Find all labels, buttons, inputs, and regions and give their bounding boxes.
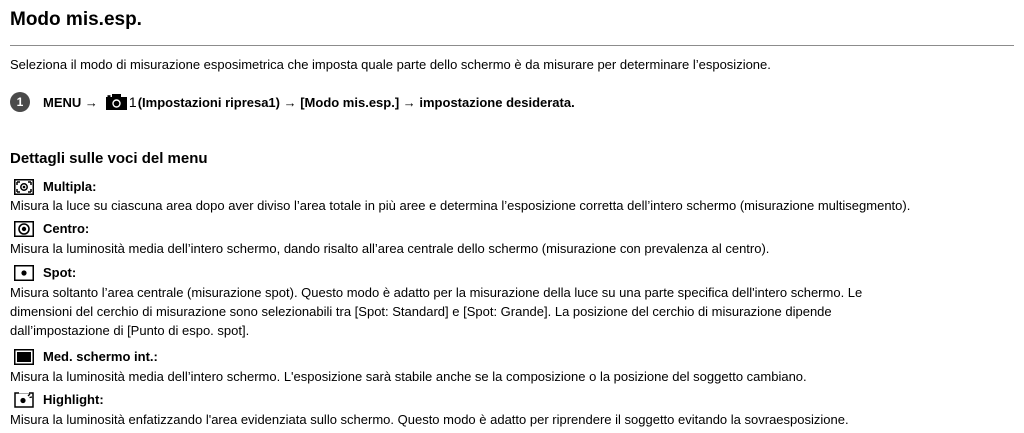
entire-screen-average-icon bbox=[14, 349, 34, 365]
term-description: Misura la luminosità media dell’intero schermo, dando risalto all’area centrale dello schermo (misurazione con prevalenza al centro). bbox=[10, 241, 770, 256]
step-instruction bbox=[10, 92, 575, 112]
term-spot bbox=[14, 264, 76, 281]
spot-metering-icon bbox=[14, 265, 34, 281]
term-description-line: dall’impostazione di [Punto di espo. spot]. bbox=[10, 323, 250, 338]
term-label: Multipla: bbox=[43, 179, 97, 194]
term-description: Misura la luminosità media dell’intero schermo. L'esposizione sarà stabile anche se la composizione o la posizione del soggetto cambiano. bbox=[10, 369, 807, 384]
term-label: Highlight: bbox=[43, 392, 104, 407]
term-description-line: dimensioni del cerchio di misurazione sono selezionabili tra [Spot: Standard] e [Spot: Grande]. La posizione del cerchio di misurazione dipende bbox=[10, 304, 832, 319]
multi-metering-icon bbox=[14, 179, 34, 195]
step-path-text: (Impostazioni ripresa1) → [Modo mis.esp.] → impostazione desiderata. bbox=[137, 94, 575, 110]
details-heading: Dettagli sulle voci del menu bbox=[10, 150, 208, 167]
page-title: Modo mis.esp. bbox=[10, 9, 142, 30]
term-description-line: Misura soltanto l’area centrale (misurazione spot). Questo modo è adatto per la misurazione della luce su una parte specifica dell'intero schermo. Le bbox=[10, 285, 863, 300]
term-label: Spot: bbox=[43, 265, 77, 280]
intro-text: Seleziona il modo di misurazione esposimetrica che imposta quale parte dello schermo è da misurare per determinare l’esposizione. bbox=[10, 57, 771, 72]
term-med-schermo-int bbox=[14, 348, 158, 365]
title-divider bbox=[10, 45, 1014, 46]
highlight-metering-icon bbox=[14, 392, 34, 408]
term-description: Misura la luce su ciascuna area dopo aver diviso l’area totale in più aree e determina l’esposizione corretta dell’intero schermo (misurazione multisegmento). bbox=[10, 198, 911, 213]
term-label: Centro: bbox=[43, 221, 90, 236]
term-multipla bbox=[14, 178, 96, 195]
term-highlight bbox=[14, 391, 104, 408]
step-number-badge: 1 bbox=[10, 92, 30, 112]
camera-tab-number: 1 bbox=[128, 94, 137, 110]
term-label: Med. schermo int.: bbox=[43, 349, 158, 364]
center-metering-icon bbox=[14, 221, 34, 237]
camera-icon bbox=[106, 94, 127, 110]
term-description: Misura la luminosità enfatizzando l'area evidenziata sullo schermo. Questo modo è adatto per riprendere il soggetto evitando la sovraesposizione. bbox=[10, 412, 849, 427]
step-menu-label: MENU → bbox=[43, 94, 98, 110]
term-centro bbox=[14, 220, 89, 237]
